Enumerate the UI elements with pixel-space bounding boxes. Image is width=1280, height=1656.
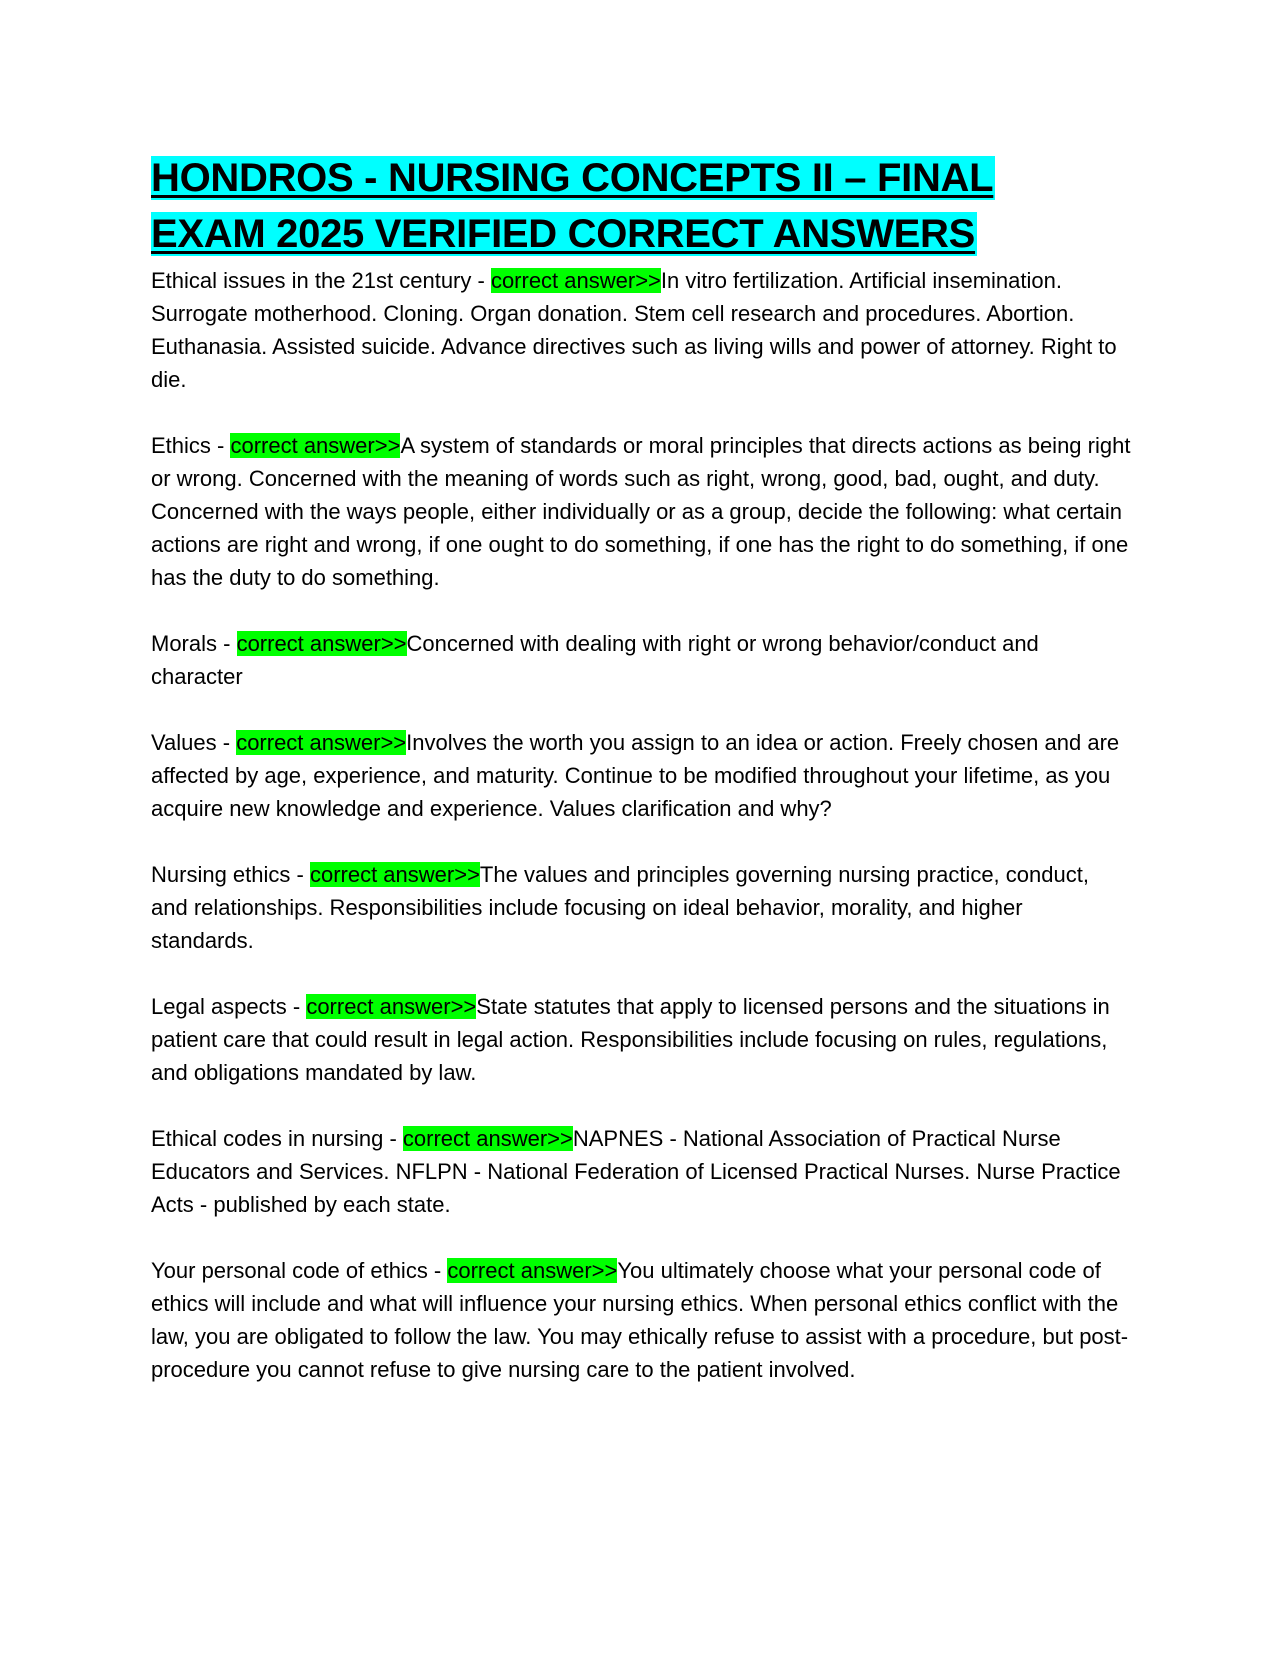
- qa-entry-legal-aspects: [151, 990, 1131, 1089]
- document-page: [151, 150, 1131, 1419]
- qa-entry-personal-code: [151, 1254, 1131, 1386]
- qa-entry-values: [151, 726, 1131, 825]
- qa-answer: In vitro fertilization. Artificial insemination. Surrogate motherhood. Cloning. Organ donation. Stem cell research and procedures. Abortion. Euthanasia. Assisted suicide. Advance directives such as living wills and power of attorney. Right to die.: [151, 268, 1117, 392]
- qa-term: Legal aspects -: [151, 994, 307, 1019]
- document-title: [151, 150, 1131, 262]
- title-line-1: HONDROS - NURSING CONCEPTS II – FINAL: [151, 156, 994, 200]
- qa-answer: You ultimately choose what your personal code of ethics will include and what will influence your nursing ethics. When personal ethics conflict with the law, you are obligated to follow the law. You may ethically refuse to assist with a procedure, but post-procedure you cannot refuse to give nursing care to the patient involved.: [151, 1258, 1129, 1382]
- qa-entry-nursing-ethics: [151, 858, 1131, 957]
- answer-marker: correct answer>>: [447, 1258, 618, 1283]
- qa-term: Morals -: [151, 631, 237, 656]
- qa-answer: NAPNES - National Association of Practical Nurse Educators and Services. NFLPN - National Federation of Licensed Practical Nurses. Nurse Practice Acts - published by each state.: [151, 1126, 1121, 1217]
- answer-marker: correct answer>>: [230, 433, 401, 458]
- title-line-2: EXAM 2025 VERIFIED CORRECT ANSWERS: [151, 212, 976, 256]
- answer-marker: correct answer>>: [236, 631, 407, 656]
- qa-term: Ethics -: [151, 433, 231, 458]
- answer-marker: correct answer>>: [402, 1126, 573, 1151]
- qa-entry-ethics: [151, 429, 1131, 594]
- qa-term: Nursing ethics -: [151, 862, 310, 887]
- qa-entry-ethical-codes: [151, 1122, 1131, 1221]
- qa-answer: A system of standards or moral principles that directs actions as being right or wrong. Concerned with the meaning of words such as right, wrong, good, bad, ought, and duty. Concerned with the ways people, either individually or as a group, decide the following: what certain actions are right and wrong, if one ought to do something, if one has the right to do something, if one has the duty to do something.: [151, 433, 1131, 590]
- qa-term: Ethical codes in nursing -: [151, 1126, 403, 1151]
- qa-entry-morals: [151, 627, 1131, 693]
- answer-marker: correct answer>>: [309, 862, 480, 887]
- qa-answer: Involves the worth you assign to an idea or action. Freely chosen and are affected by age, experience, and maturity. Continue to be modified throughout your lifetime, as you acquire new knowledge and experience. Values clarification and why?: [151, 730, 1120, 821]
- answer-marker: correct answer>>: [306, 994, 477, 1019]
- qa-term: Ethical issues in the 21st century -: [151, 268, 491, 293]
- answer-marker: correct answer>>: [236, 730, 407, 755]
- qa-answer: Concerned with dealing with right or wrong behavior/conduct and character: [151, 631, 1039, 689]
- qa-term: Your personal code of ethics -: [151, 1258, 448, 1283]
- qa-answer: The values and principles governing nursing practice, conduct, and relationships. Responsibilities include focusing on ideal behavior, morality, and higher standards.: [151, 862, 1089, 953]
- qa-entry-ethical-issues: [151, 264, 1131, 396]
- qa-answer: State statutes that apply to licensed persons and the situations in patient care that could result in legal action. Responsibilities include focusing on rules, regulations, and obligations mandated by law.: [151, 994, 1110, 1085]
- answer-marker: correct answer>>: [490, 268, 661, 293]
- qa-term: Values -: [151, 730, 237, 755]
